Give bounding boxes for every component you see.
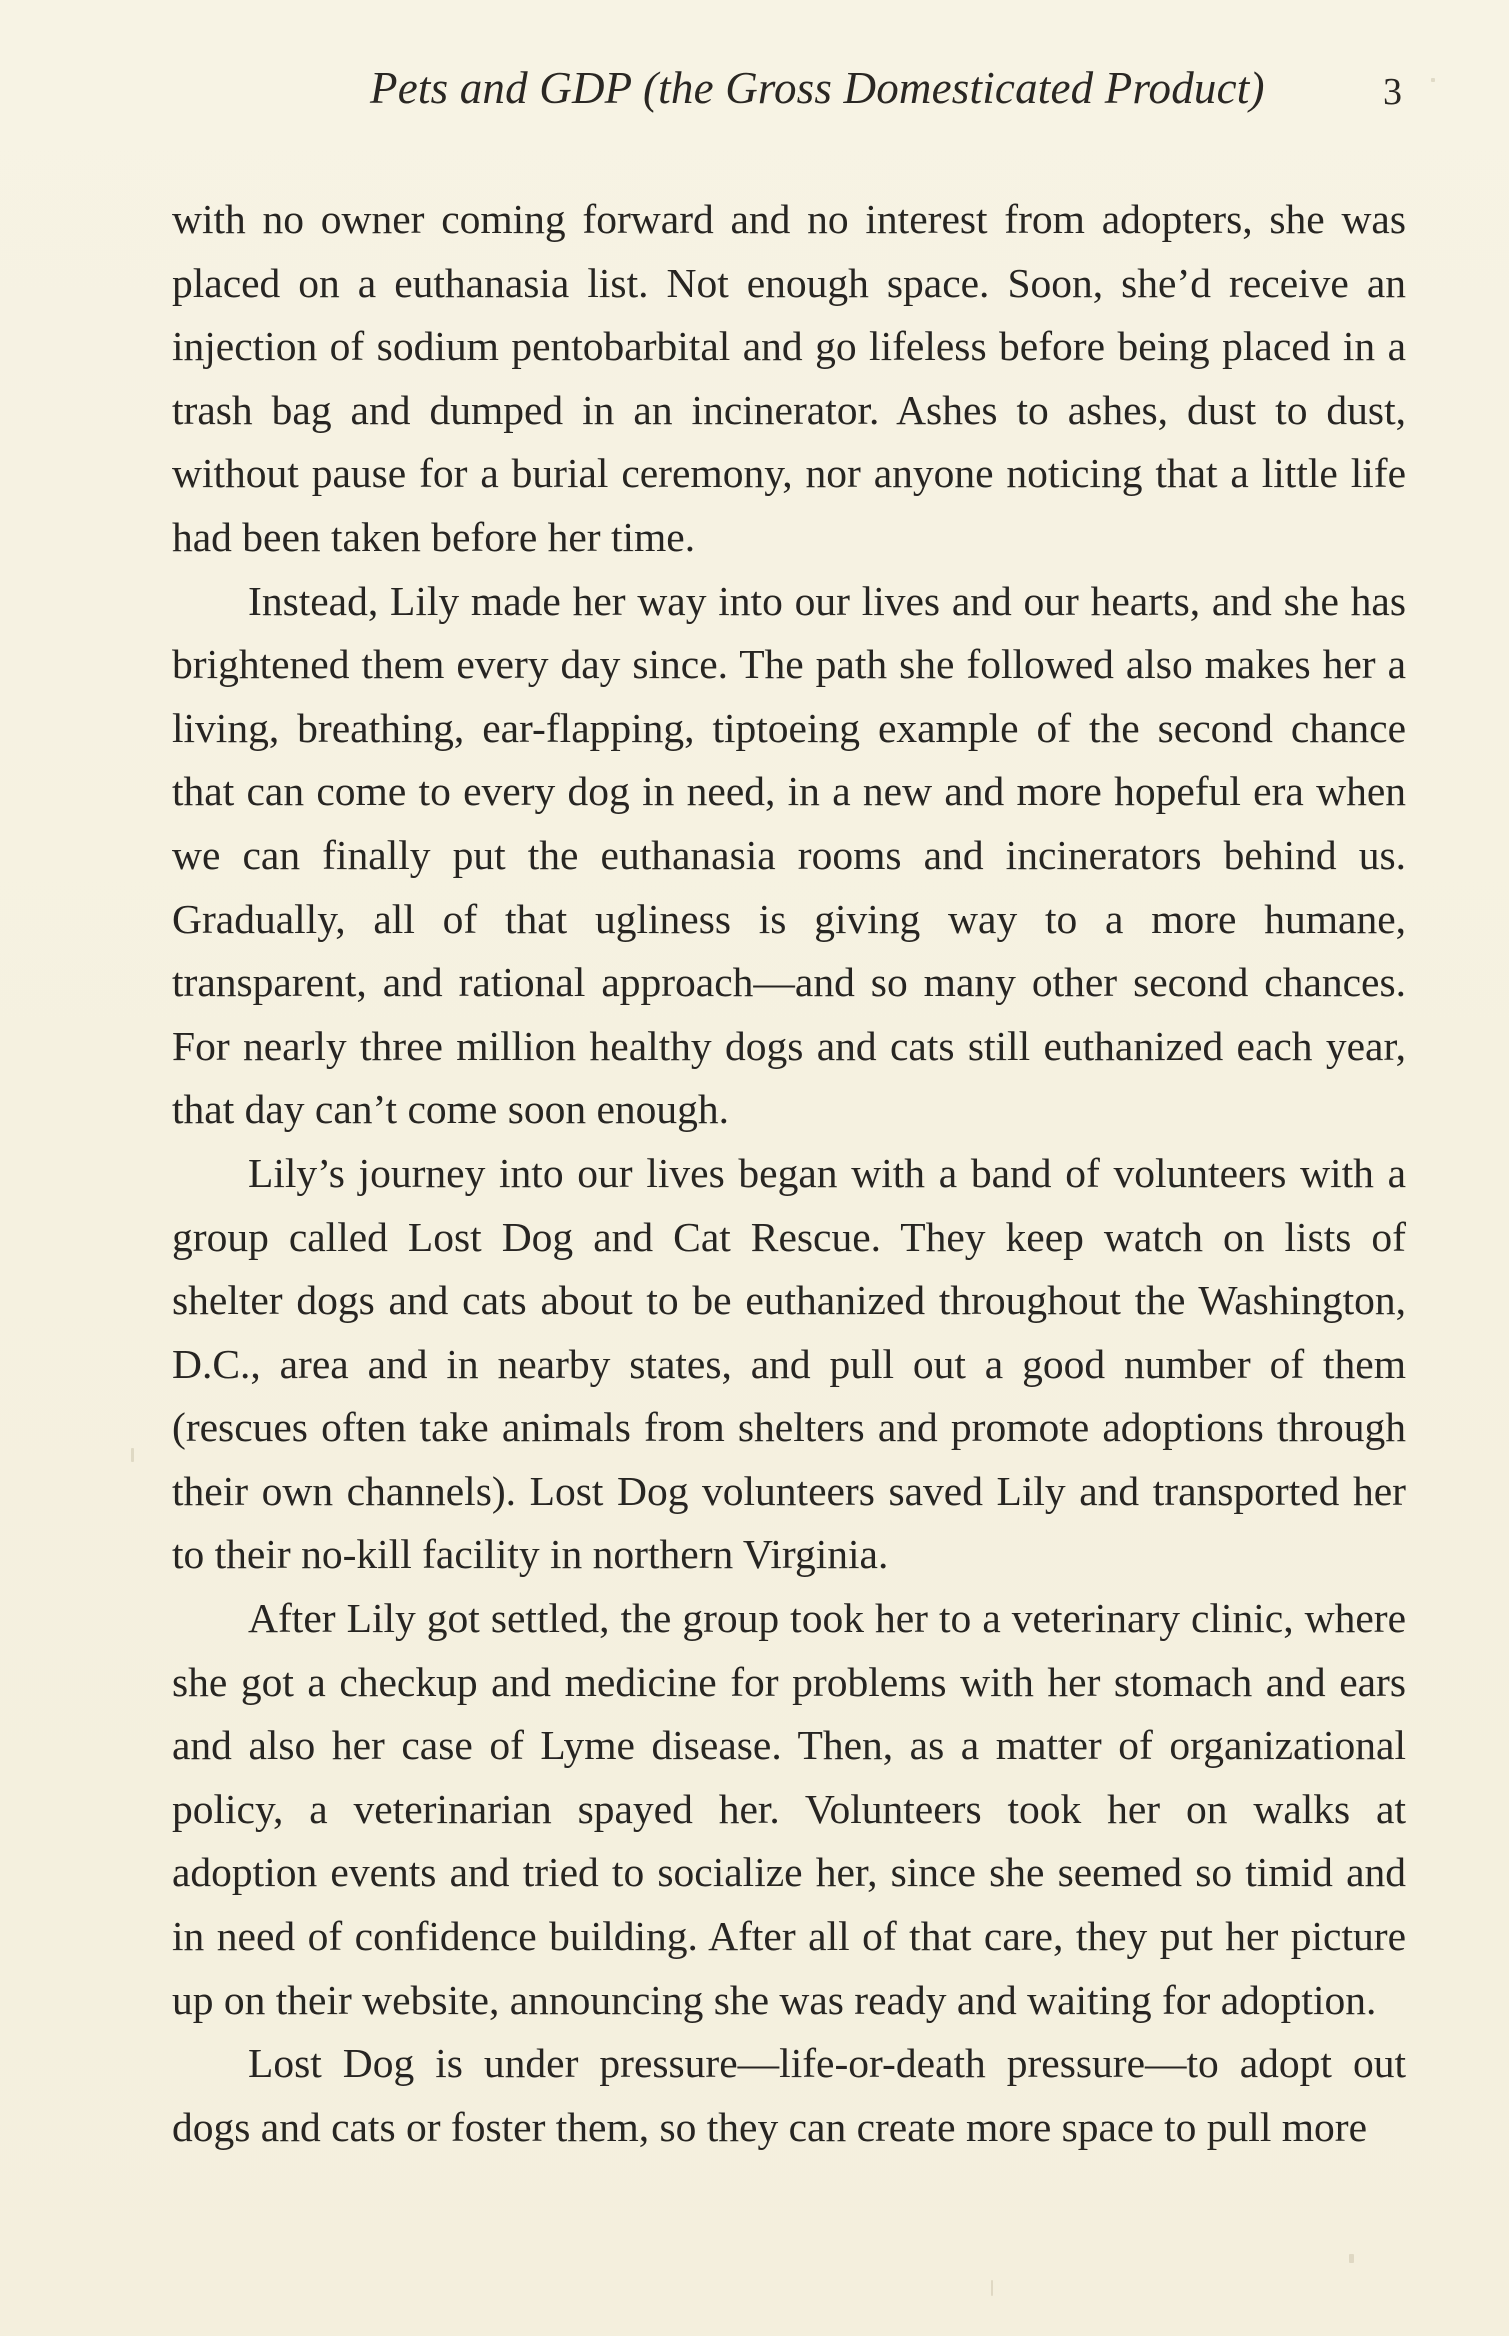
page-number: 3 <box>1383 71 1402 113</box>
paragraph-2: Instead, Lily made her way into our lives and our hearts, and she has brightened them every day since. The path she followed also makes her a living, breathing, ear-flapping, tiptoeing example of the second chance that can come to every dog in need, in a new and more hopeful era when we can finally put the euthanasia rooms and incinerators behind us. Gradually, all of that ugliness is giving way to a more humane, transparent, and rational approach—and so many other second chances. For nearly three million healthy dogs and cats still euthanized each year, that day can’t come soon enough. <box>172 577 1406 1133</box>
scan-speck <box>1431 78 1435 82</box>
scan-speck <box>1349 2254 1354 2263</box>
running-header <box>0 62 1509 132</box>
body-text <box>172 188 1406 2159</box>
scan-speck <box>991 2280 993 2296</box>
running-title: Pets and GDP (the Gross Domesticated Product) <box>370 63 1265 113</box>
paragraph-1: with no owner coming forward and no interest from adopters, she was placed on a euthanasia list. Not enough space. Soon, she’d receive an injection of sodium pentobarbital and go lifeless before being placed in a trash bag and dumped in an incinerator. Ashes to ashes, dust to dust, without pause for a burial ceremony, nor anyone noticing that a little life had been taken before her time. <box>172 196 1406 560</box>
paragraph-5: Lost Dog is under pressure—life-or-death pressure—to adopt out dogs and cats or foster them, so they can create more space to pull more <box>172 2040 1406 2150</box>
paragraph-3: Lily’s journey into our lives began with a band of volunteers with a group called Lost Dog and Cat Rescue. They keep watch on lists of shelter dogs and cats about to be euthanized throughout the Washington, D.C., area and in nearby states, and pull out a good number of them (rescues often take animals from shelters and promote adoptions through their own channels). Lost Dog volunteers saved Lily and transported her to their no-kill facility in northern Virginia. <box>172 1149 1406 1578</box>
scan-speck <box>131 1448 134 1462</box>
paragraph-4: After Lily got settled, the group took her to a veterinary clinic, where she got a checkup and medicine for problems with her stomach and ears and also her case of Lyme disease. Then, as a matter of organizational policy, a veterinarian spayed her. Volunteers took her on walks at adoption events and tried to socialize her, since she seemed so timid and in need of confidence building. After all of that care, they put her picture up on their website, announcing she was ready and waiting for adoption. <box>172 1595 1406 2023</box>
